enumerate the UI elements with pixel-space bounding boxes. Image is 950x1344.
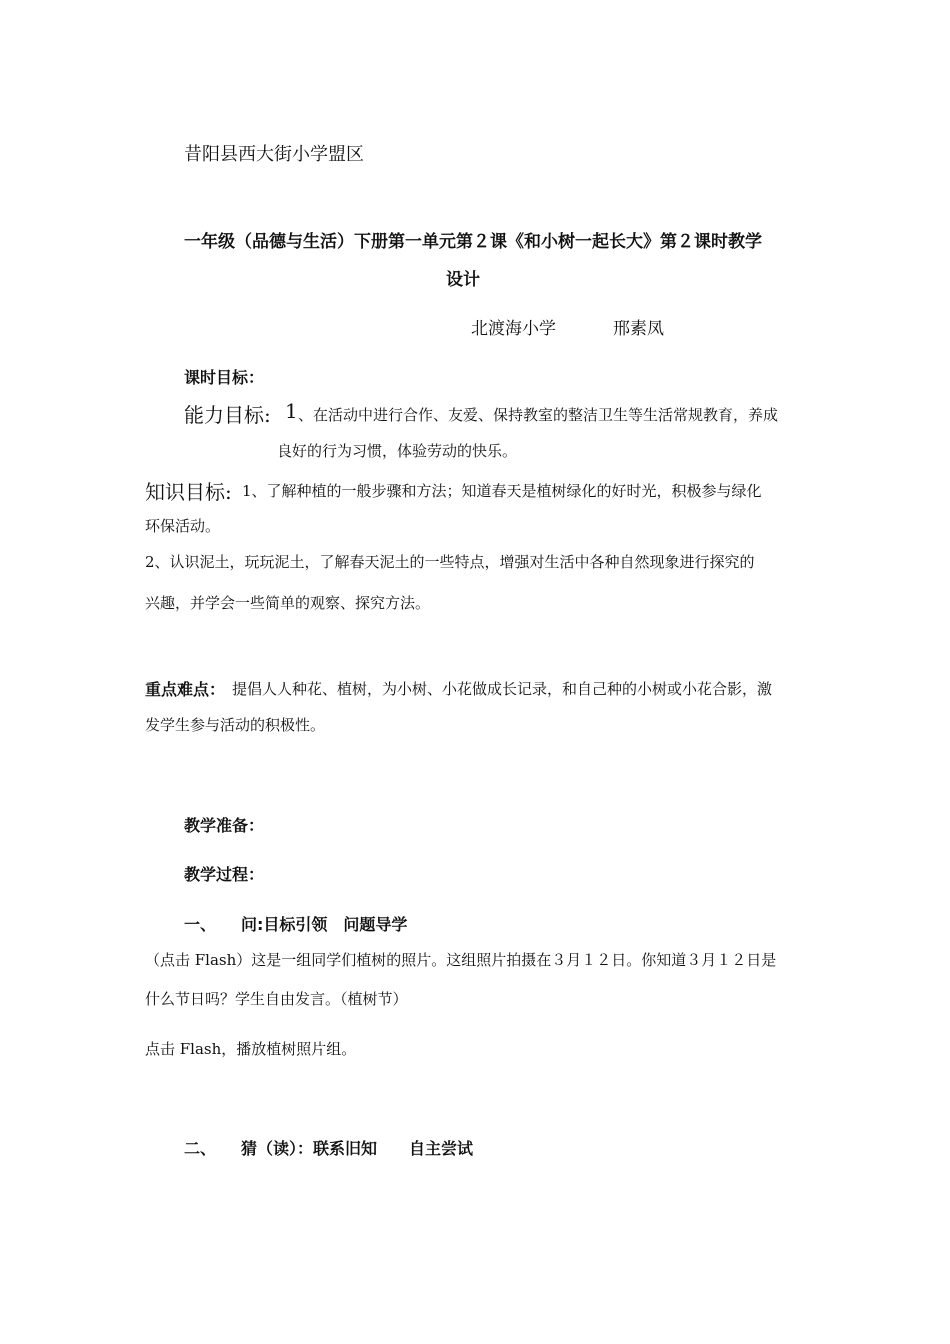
key-points-label: 重点难点： [145, 680, 226, 699]
knowledge-item-2-line-1: 2、认识泥土，玩玩泥土，了解春天泥土的一些特点，增强对生活中各种自然现象进行探究的 [145, 553, 755, 571]
school-name: 北渡海小学 [471, 319, 556, 339]
knowledge-text-line-1: 1、了解种植的一般步骤和方法；知道春天是植树绿化的好时光，积极参与绿化 [242, 482, 762, 500]
key-points-text-line-2: 发学生参与活动的积极性。 [145, 716, 326, 734]
step-1-paragraph-line-2: 什么节日吗？学生自由发言。（植树节） [145, 990, 408, 1008]
step-1-number: 一、 [184, 915, 217, 934]
title-line-1: 一年级（品德与生活）下册第一单元第２课《和小树一起长大》第２课时教学 [184, 232, 762, 252]
author-name: 邢素凤 [613, 319, 664, 339]
key-points-text-line-1: 提倡人人种花、植树，为小树、小花做成长记录，和自己种的小树或小花合影，激 [232, 680, 773, 698]
step-2-title: 猜（读）：联系旧知 自主尝试 [241, 1139, 474, 1158]
ability-text-line-1: 、在活动中进行合作、友爱、保持教室的整洁卫生等生活常规教育，养成 [298, 406, 779, 424]
preparation-heading: 教学准备： [184, 816, 265, 835]
step-1-title: 问:目标引领 问题导学 [241, 915, 408, 934]
ability-label: 能力目标: [184, 403, 271, 427]
ability-text-line-2: 良好的行为习惯，体验劳动的快乐。 [277, 442, 518, 460]
knowledge-label: 知识目标: [145, 480, 232, 504]
objectives-heading: 课时目标： [184, 368, 265, 387]
knowledge-item-2-line-2: 兴趣，并学会一些简单的观察、探究方法。 [145, 594, 431, 612]
title-line-2: 设计 [446, 270, 480, 290]
step-1-paragraph-line-3: 点击 Flash，播放植树照片组。 [145, 1040, 357, 1058]
district-line: 昔阳县西大街小学盟区 [184, 144, 364, 165]
step-2-number: 二、 [184, 1139, 217, 1158]
knowledge-text-line-2: 环保活动。 [145, 517, 221, 535]
process-heading: 教学过程： [184, 865, 265, 884]
step-1-paragraph-line-1: （点击 Flash）这是一组同学们植树的照片。这组照片拍摄在３月１２日。你知道３月１２日是 [145, 951, 777, 969]
ability-number: 1 [285, 399, 298, 423]
